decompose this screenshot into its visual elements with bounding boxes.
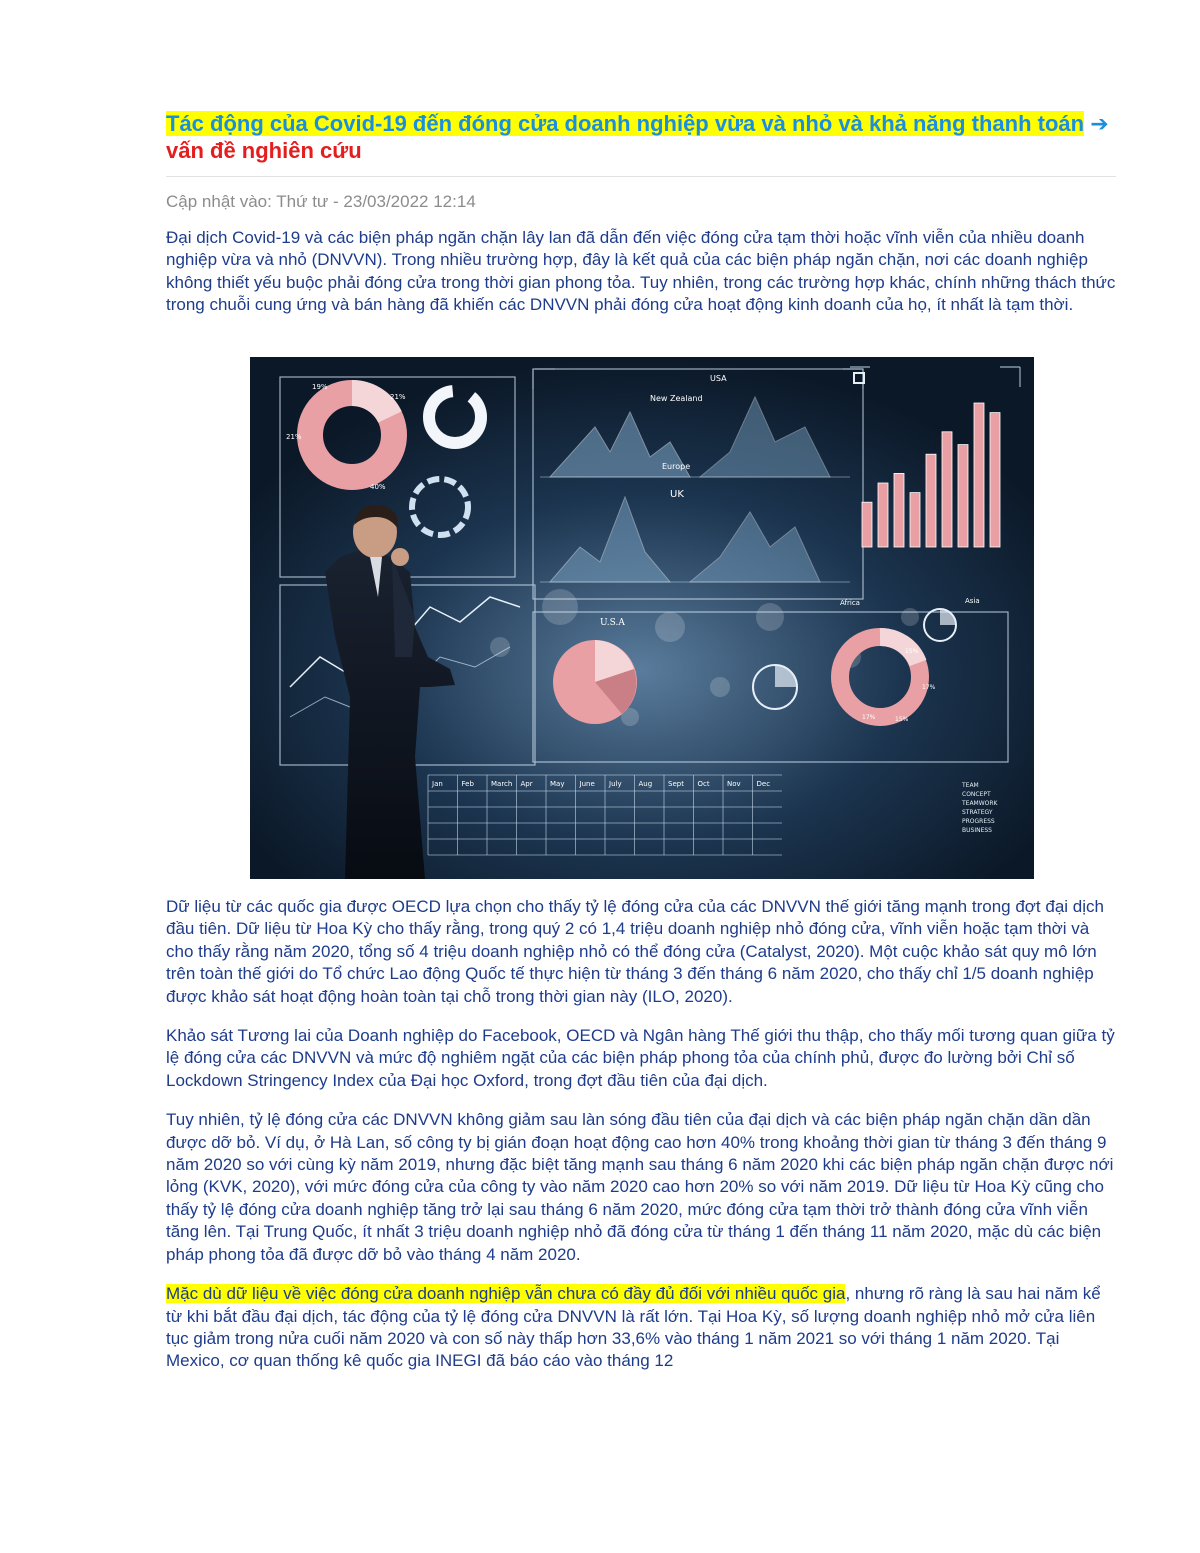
- label-usa: USA: [710, 374, 727, 383]
- bar: [894, 473, 904, 547]
- arrow-icon: ➔: [1090, 111, 1109, 136]
- label-pct-bottom: 40%: [370, 483, 386, 491]
- paragraph-5-rest: , nhưng rõ ràng là sau hai năm kể từ khi bắt đầu đại dịch, tác động của tỷ lệ đóng cửa DNVVN là rất lớn. Tại Hoa Kỳ, số lượng doanh nghiệp nhỏ mở cửa liên tục giảm trong nửa cuối năm 2020 và con số này thấp hơn 33,6% vào tháng 1 năm 2021 so với tháng 1 năm 2020. Tại Mexico, cơ quan thống kê quốc gia INEGI đã báo cáo vào tháng 12: [166, 1284, 1101, 1371]
- month-label: Feb: [461, 780, 474, 788]
- side-word: STRATEGY: [962, 809, 993, 816]
- label-pct-r2: 17%: [922, 684, 936, 691]
- month-label: Jan: [432, 780, 443, 788]
- label-pct-left: 21%: [286, 433, 302, 441]
- paragraph-3: Khảo sát Tương lai của Doanh nghiệp do Facebook, OECD và Ngân hàng Thế giới thu thập, cho thấy mối tương quan giữa tỷ lệ đóng cửa các DNVVN và mức độ nghiêm ngặt của các biện pháp phong tỏa của chính phủ, được đo lường bởi Chỉ số Lockdown Stringency Index của Đại học Oxford, trong đợt đầu tiên của đại dịch.: [166, 1026, 1115, 1090]
- label-pct-r3: 15%: [895, 716, 909, 723]
- label-pct-r4: 17%: [862, 714, 876, 721]
- pie-chart-left: [553, 640, 637, 724]
- label-new-zealand: New Zealand: [650, 394, 703, 403]
- bar: [926, 454, 936, 547]
- month-label: March: [491, 780, 513, 788]
- bar: [910, 493, 920, 547]
- month-label: Oct: [697, 780, 710, 788]
- label-asia: Asia: [965, 597, 980, 605]
- paragraph-1: Đại dịch Covid-19 và các biện pháp ngăn chặn lây lan đã dẫn đến việc đóng cửa tạm thời hoặc vĩnh viễn của nhiều doanh nghiệp vừa và nhỏ (DNVVN). Trong nhiều trường hợp, đây là kết quả của các biện pháp ngăn chặn, nơi các doanh nghiệp không thiết yếu buộc phải đóng cửa trong thời gian phong tỏa. Tuy nhiên, trong các trường hợp khác, chính những thách thức trong chuỗi cung ứng và bán hàng đã khiến các DNVVN phải đóng cửa hoạt động kinh doanh của họ, ít nhất là tạm thời.: [166, 228, 1116, 315]
- side-word: BUSINESS: [962, 827, 992, 834]
- paragraph-4: Tuy nhiên, tỷ lệ đóng cửa các DNVVN không giảm sau làn sóng đầu tiên của đại dịch và các biện pháp ngăn chặn dần dần được dỡ bỏ. Ví dụ, ở Hà Lan, số công ty bị gián đoạn hoạt động cao hơn 40% trong khoảng thời gian từ tháng 3 đến tháng 9 năm 2020 so với cùng kỳ năm 2019, nhưng đặc biệt tăng mạnh sau tháng 6 năm 2020 khi các biện pháp ngăn chặn được nới lỏng (KVK, 2020), với mức đóng cửa của công ty vào năm 2020 cao hơn 20% so với năm 2019. Dữ liệu từ Hoa Kỳ cũng cho thấy tỷ lệ đóng cửa doanh nghiệp tăng trở lại sau tháng 6 năm 2020, mức đóng cửa tạm thời trở thành đóng cửa vĩnh viễn tăng lên. Tại Trung Quốc, ít nhất 3 triệu doanh nghiệp nhỏ đã đóng cửa từ tháng 1 đến tháng 11 năm 2020, mặc dù các biện pháp phong tỏa đã được dỡ bỏ vào tháng 4 năm 2020.: [166, 1110, 1114, 1264]
- month-label: Dec: [756, 780, 771, 788]
- side-word: TEAM: [962, 782, 979, 789]
- bar: [942, 432, 952, 547]
- month-label: Sept: [668, 780, 684, 788]
- label-pct-top-left: 19%: [312, 383, 328, 391]
- month-label: May: [550, 780, 565, 788]
- title-highlight: Tác động của Covid-19 đến đóng cửa doanh nghiệp vừa và nhỏ và khả năng thanh toán: [166, 111, 1085, 136]
- bar: [974, 403, 984, 547]
- label-usa-map: U.S.A: [600, 618, 625, 628]
- side-word: TEAMWORK: [962, 800, 998, 807]
- side-word: CONCEPT: [962, 791, 991, 798]
- article-title: [166, 110, 1116, 164]
- highlighted-text: Mặc dù dữ liệu về việc đóng cửa doanh nghiệp vẫn chưa có đầy đủ đối với nhiều quốc gia: [166, 1284, 846, 1304]
- paragraph-2: Dữ liệu từ các quốc gia được OECD lựa chọn cho thấy tỷ lệ đóng cửa của các DNVVN thế giới tăng mạnh trong đợt đại dịch đầu tiên. Dữ liệu từ Hoa Kỳ cho thấy rằng, trong quý 2 có 1,4 triệu doanh nghiệp nhỏ đóng cửa, vĩnh viễn hoặc tạm thời và cho thấy rằng năm 2020, tổng số 4 triệu doanh nghiệp nhỏ có thể đóng cửa (Catalyst, 2020). Một cuộc khảo sát quy mô lớn trên toàn thế giới do Tổ chức Lao động Quốc tế thực hiện từ tháng 3 đến tháng 6 năm 2020, cho thấy chỉ 1/5 doanh nghiệp được khảo sát hoạt động hoàn toàn tại chỗ trong thời gian này (ILO, 2020).: [166, 897, 1104, 1006]
- month-label: Aug: [638, 780, 653, 788]
- label-pct-r1: 15%: [905, 648, 919, 655]
- updated-date: Cập nhật vào: Thứ tư - 23/03/2022 12:14: [166, 192, 476, 211]
- month-label: Nov: [727, 780, 741, 788]
- divider: [166, 176, 1116, 177]
- label-africa: Africa: [840, 599, 860, 607]
- article-body: [166, 896, 1116, 1390]
- side-word: PROGRESS: [962, 818, 995, 825]
- month-label: Apr: [520, 780, 533, 788]
- label-uk: UK: [670, 489, 684, 500]
- month-label: July: [609, 780, 622, 788]
- label-pct-top-right: 21%: [390, 393, 406, 401]
- article-image: [250, 357, 1034, 879]
- bar: [862, 502, 872, 547]
- month-label: June: [579, 780, 595, 788]
- label-europe: Europe: [662, 462, 691, 471]
- paragraph-5: [166, 1283, 1116, 1373]
- bar: [878, 483, 888, 547]
- article: [166, 110, 1116, 334]
- title-topic: vấn đề nghiên cứu: [166, 138, 362, 163]
- bar: [958, 445, 968, 547]
- bar: [990, 413, 1000, 547]
